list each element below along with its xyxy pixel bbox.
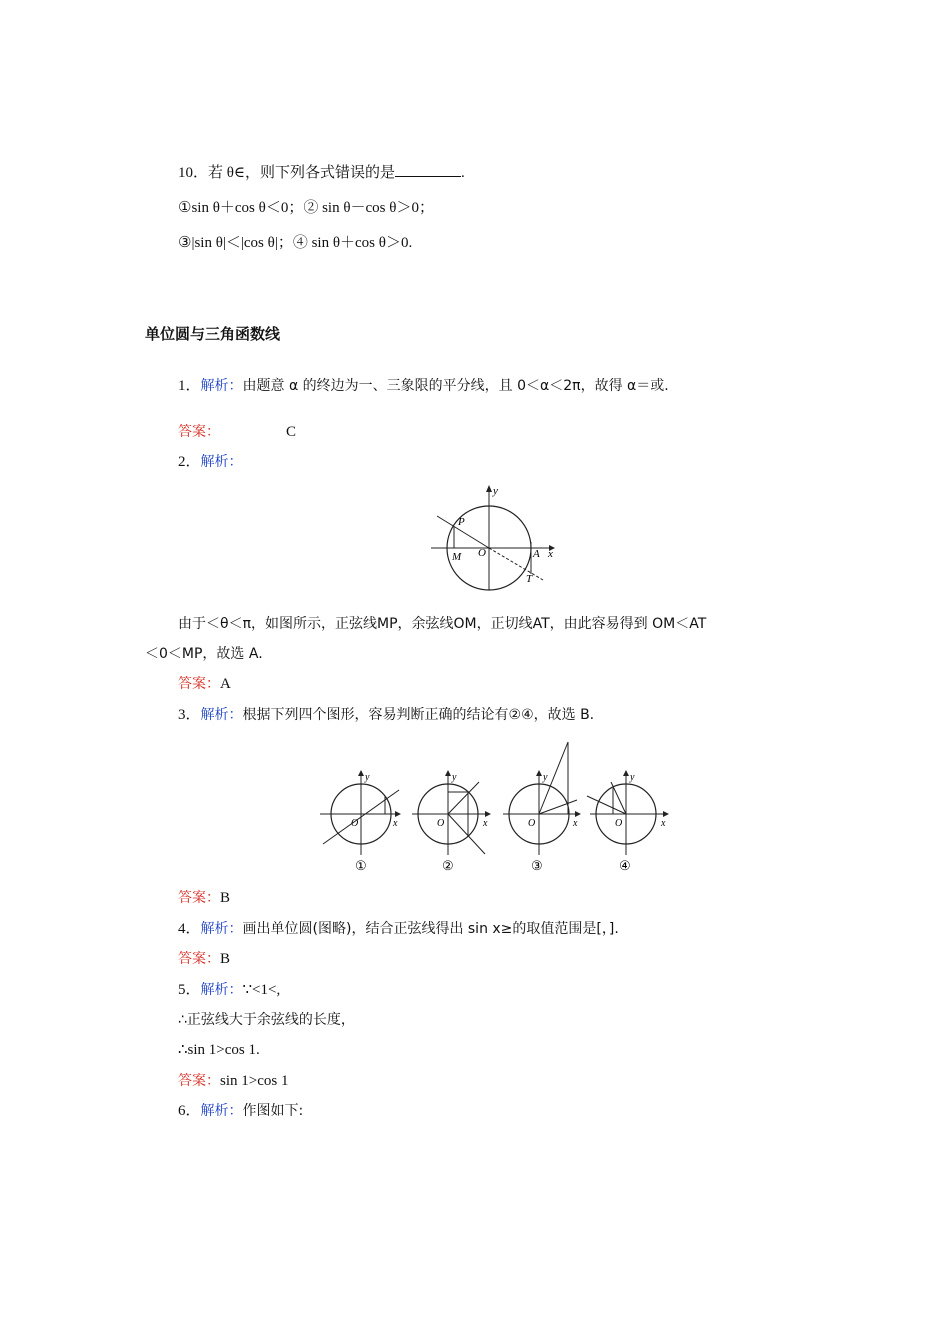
svg-text:y: y	[452, 772, 457, 783]
a5-number: 5．	[178, 982, 201, 998]
label-m: M	[452, 551, 462, 563]
answer-label: 答案：	[178, 951, 220, 967]
a2-answer	[178, 674, 231, 694]
a5-text: ∵<1<,	[242, 982, 281, 998]
a2-text-line2: ＜0＜MP，故选 A.	[145, 646, 263, 662]
label-x: x	[548, 548, 553, 560]
figure-label-1: ①	[355, 858, 367, 873]
a2-number: 2．	[178, 454, 201, 470]
svg-text:O: O	[351, 818, 359, 829]
svg-text:O: O	[528, 818, 536, 829]
label-y: y	[493, 485, 498, 497]
analysis-label: 解析：	[200, 454, 243, 470]
svg-text:O: O	[615, 818, 623, 829]
figure-label-3: ③	[531, 858, 543, 873]
analysis-label: 解析：	[200, 1103, 243, 1119]
answer-label: 答案：	[178, 424, 220, 440]
four-figures	[315, 740, 675, 880]
unit-circle-figure	[425, 482, 560, 592]
a4-answer	[178, 949, 230, 969]
label-a: A	[533, 548, 540, 560]
a1-text: 由题意 α 的终边为一、三象限的平分线，且 0＜α＜2π，故得 α＝或.	[242, 378, 669, 394]
section-title: 单位圆与三角函数线	[145, 325, 281, 343]
svg-text:y: y	[365, 772, 370, 783]
analysis-label: 解析：	[200, 921, 243, 937]
svg-text:x: x	[661, 818, 666, 829]
a2-answer-value: A	[220, 676, 231, 692]
a5-line3: ∴sin 1>cos 1.	[178, 1042, 260, 1058]
a4-text: 画出单位圆(图略)，结合正弦线得出 sin x≥的取值范围是[，].	[242, 921, 619, 937]
a1-number: 1．	[178, 378, 201, 394]
a2-analysis	[178, 452, 243, 472]
a3-number: 3．	[178, 707, 201, 723]
a5-answer	[178, 1071, 288, 1091]
figure-1	[320, 770, 401, 855]
analysis-label: 解析：	[200, 707, 243, 723]
q10-stem: 10．若 θ∈，则下列各式错误的是	[178, 165, 396, 181]
svg-text:y: y	[543, 772, 548, 783]
label-p: P	[458, 516, 465, 528]
label-t: T	[526, 573, 533, 585]
analysis-label: 解析：	[200, 378, 243, 394]
y-axis-arrow	[486, 485, 492, 492]
answer-label: 答案：	[178, 890, 220, 906]
analysis-label: 解析：	[200, 982, 243, 998]
a6-analysis	[178, 1101, 303, 1121]
figure-3	[503, 742, 581, 855]
svg-text:x: x	[573, 818, 578, 829]
q10-line1	[178, 162, 465, 183]
figure-2	[412, 770, 491, 855]
svg-text:x: x	[393, 818, 398, 829]
a5-answer-value: sin 1>cos 1	[220, 1073, 289, 1089]
svg-text:x: x	[483, 818, 488, 829]
q10-options-1-2: ①sin θ＋cos θ＜0；② sin θ－cos θ＞0；	[178, 200, 434, 216]
a1-answer-value: C	[286, 424, 297, 440]
figure-4	[587, 770, 669, 855]
answer-blank	[395, 162, 461, 177]
figure-label-2: ②	[442, 858, 454, 873]
a4-number: 4．	[178, 921, 201, 937]
a3-text: 根据下列四个图形，容易判断正确的结论有②④，故选 B.	[242, 707, 595, 723]
label-o: O	[478, 547, 486, 559]
answer-label: 答案：	[178, 676, 220, 692]
a4-answer-value: B	[220, 951, 231, 967]
a4-analysis	[178, 919, 619, 939]
svg-text:y: y	[630, 772, 635, 783]
svg-text:O: O	[437, 818, 445, 829]
a2-text-line1: 由于＜θ＜π，如图所示，正弦线MP，余弦线OM，正切线AT，由此容易得到 OM＜AT	[178, 616, 707, 632]
q10-stem-end: .	[461, 165, 465, 181]
q10-options-3-4: ③|sin θ|＜|cos θ|；④ sin θ＋cos θ＞0.	[178, 235, 413, 251]
a6-text: 作图如下:	[242, 1103, 304, 1119]
figure-label-4: ④	[619, 858, 631, 873]
a3-answer-value: B	[220, 890, 231, 906]
a1-answer	[178, 422, 296, 442]
a1-analysis	[178, 376, 669, 396]
a3-answer	[178, 888, 230, 908]
a5-analysis	[178, 980, 280, 1000]
a6-number: 6．	[178, 1103, 201, 1119]
a5-line2: ∴正弦线大于余弦线的长度，	[178, 1012, 355, 1028]
answer-label: 答案：	[178, 1073, 220, 1089]
a3-analysis	[178, 705, 594, 725]
